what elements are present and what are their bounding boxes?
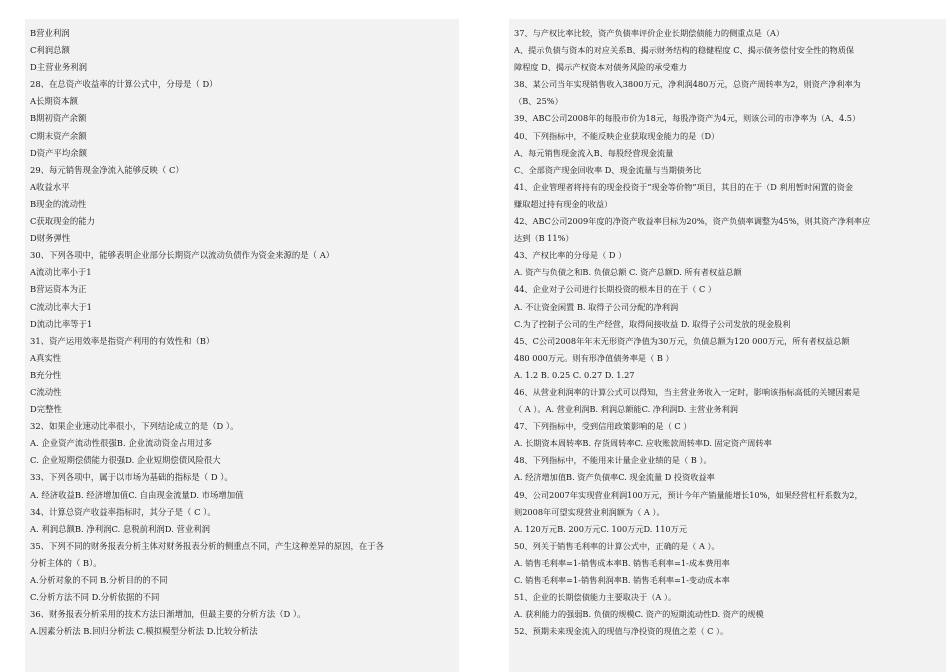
text-line: 43、产权比率的分母是（ D ） xyxy=(514,250,627,261)
text-line: D流动比率等于1 xyxy=(30,318,93,329)
text-line: C. 企业短期偿债能力很强D. 企业短期偿债风险很大 xyxy=(30,455,221,466)
text-line: D完整性 xyxy=(30,404,62,415)
text-line: B营业利润 xyxy=(30,28,70,38)
text-line: （ A ）。A. 营业利润B. 利润总额能C. 净利润D. 主营业务利润 xyxy=(514,404,738,415)
text-line: A流动比率小于1 xyxy=(30,267,92,278)
text-line: A. 利润总额B. 净利润C. 息税前利润D. 营业利润 xyxy=(30,523,211,534)
right-text-column xyxy=(509,19,946,640)
text-line: C利润总额 xyxy=(30,45,70,56)
text-line: 51、企业的长期偿债能力主要取决于（A ）。 xyxy=(514,592,677,603)
text-line: 52、预期未来现金流入的现值与净投资的现值之差（ C ）。 xyxy=(514,626,729,637)
text-line: 33、下列各项中，属于以市场为基础的指标是（ D ）。 xyxy=(30,472,233,483)
text-line: C流动比率大于1 xyxy=(30,301,92,312)
text-line: 41、企业管理者将持有的现金投资于“现金等价物”项目，其目的在于（D 利用暂时闲置的资金 xyxy=(514,181,854,192)
text-line: （B、25%） xyxy=(514,96,563,107)
text-line: A. 企业资产流动性很强B. 企业流动资金占用过多 xyxy=(30,438,212,449)
text-line: C获取现金的能力 xyxy=(30,216,96,227)
text-line: C.为了控制子公司的生产经营，取得间接收益 D. 取得子公司发放的现金股利 xyxy=(514,318,791,329)
text-line: A.分析对象的不同 B.分析目的的不同 xyxy=(30,575,168,585)
text-line: 赚取超过持有现金的收益） xyxy=(514,198,613,209)
text-line: 49、公司2007年实现营业利润100万元，预计今年产销量能增长10%，如果经营杠杆系数为2， xyxy=(514,489,863,500)
text-line: A. 不让资金闲置 B. 取得子公司分配的净利润 xyxy=(514,301,679,312)
text-line: 32、如果企业速动比率很小，下列结论成立的是（D ）。 xyxy=(30,421,239,432)
text-line: 29、每元销售现金净流入能够反映（ C） xyxy=(30,164,184,175)
text-line: 39、ABC公司2008年的每股市价为18元，每股净资产为4元，则该公司的市净率为（A、4.5） xyxy=(514,113,861,124)
text-line: B期初资产余额 xyxy=(30,113,87,124)
text-line: 36、财务报表分析采用的技术方法日渐增加，但最主要的分析方法（D ）。 xyxy=(30,609,306,620)
left-page xyxy=(25,19,459,672)
text-line: 480 000万元。则有形净值债务率是（ B ） xyxy=(514,352,674,363)
text-line: B现金的流动性 xyxy=(30,198,87,209)
text-line: C期末资产余额 xyxy=(30,130,87,141)
text-line: A. 资产与负债之和B. 负债总额 C. 资产总额D. 所有者权益总额 xyxy=(514,267,742,278)
text-line: A. 经济增加值B. 资产负债率C. 现金流量 D 投资收益率 xyxy=(514,472,715,483)
text-line: A. 长期资本周转率B. 存货周转率C. 应收账款周转率D. 固定资产周转率 xyxy=(514,438,772,449)
text-line: 分析主体的（ B）。 xyxy=(30,557,102,568)
left-text-column xyxy=(25,19,459,640)
text-line: 40、下列指标中，不能反映企业获取现金能力的是（D） xyxy=(514,130,720,141)
right-page xyxy=(509,19,946,672)
text-line: C流动性 xyxy=(30,386,62,397)
text-line: 障程度 D、揭示产权资本对债务风险的承受难力 xyxy=(514,62,687,73)
text-line: 28、在总资产收益率的计算公式中，分母是（ D） xyxy=(30,79,218,90)
text-line: A、提示负债与资本的对应关系B、揭示财务结构的稳健程度 C、揭示债务偿付安全性的物质保 xyxy=(514,45,855,56)
text-line: D主营业务利润 xyxy=(30,62,87,73)
text-line: 35、下列不同的财务报表分析主体对财务报表分析的侧重点不同，产生这种差异的原因，在于各 xyxy=(30,540,385,551)
text-line: A.因素分析法 B.回归分析法 C.模拟模型分析法 D.比较分析法 xyxy=(30,626,258,637)
text-line: A. 销售毛利率=1-销售成本率B. 销售毛利率=1-成本费用率 xyxy=(514,557,730,568)
text-line: D财务弹性 xyxy=(30,233,71,244)
text-line: 30、下列各项中，能够表明企业部分长期资产以流动负债作为资金来源的是（ A） xyxy=(30,250,335,261)
text-line: C. 销售毛利率=1-销售利润率B. 销售毛利率=1-变动成本率 xyxy=(514,575,730,585)
text-line: 44、企业对子公司进行长期投资的根本目的在于（ C ） xyxy=(514,284,717,295)
text-line: 45、C公司2008年年末无形资产净值为30万元，负债总额为120 000万元，所有者权益总额 xyxy=(514,335,850,346)
text-line: 46、从营业利润率的计算公式可以得知，当主营业务收入一定时，影响该指标高低的关键因素是 xyxy=(514,386,861,397)
text-line: 47、下列指标中，受到信用政策影响的是（ C ） xyxy=(514,421,692,432)
text-line: A. 获利能力的强弱B. 负债的规模C. 资产的短期流动性D. 资产的规模 xyxy=(514,609,764,620)
text-line: B营运资本为正 xyxy=(30,284,87,295)
text-line: 42、ABC公司2009年度的净资产收益率目标为20%，资产负债率调整为45%，则其资产净利率应 xyxy=(514,216,871,227)
text-line: C、全部资产现金回收率 D、现金流量与当期债务比 xyxy=(514,164,702,175)
text-line: 达到（B 11%） xyxy=(514,233,574,244)
text-line: 37、与产权比率比较，资产负债率评价企业长期偿债能力的侧重点是（A） xyxy=(514,28,785,38)
text-line: A收益水平 xyxy=(30,181,70,192)
text-line: A. 经济收益B. 经济增加值C. 自由现金流量D. 市场增加值 xyxy=(30,489,244,500)
text-line: 48、下列指标中，不能用来计量企业业绩的是（ B ）。 xyxy=(514,455,712,466)
text-line: A长期资本额 xyxy=(30,96,78,107)
text-line: 34、计算总资产收益率指标时，其分子是（ C ）。 xyxy=(30,506,216,517)
text-line: 50、列关于销售毛利率的计算公式中，正确的是（ A ）。 xyxy=(514,540,720,551)
text-line: A. 120万元B. 200万元C. 100万元D. 110万元 xyxy=(514,523,688,534)
text-line: 则2008年可望实现营业利润额为（ A ）。 xyxy=(514,506,665,517)
text-line: B充分性 xyxy=(30,369,62,380)
text-line: 31、资产运用效率是指资产利用的有效性和（B） xyxy=(30,335,215,346)
text-line: 38、某公司当年实现销售收入3800万元，净利润480万元，总资产周转率为2，则资产净利率为 xyxy=(514,79,861,90)
text-line: C.分析方法不同 D.分析依据的不同 xyxy=(30,592,160,603)
text-line: A真实性 xyxy=(30,352,62,363)
text-line: D资产平均余额 xyxy=(30,147,87,158)
text-line: A. 1.2 B. 0.25 C. 0.27 D. 1.27 xyxy=(514,369,635,380)
text-line: A、每元销售现金流入B、每股经营现金流量 xyxy=(514,147,674,158)
